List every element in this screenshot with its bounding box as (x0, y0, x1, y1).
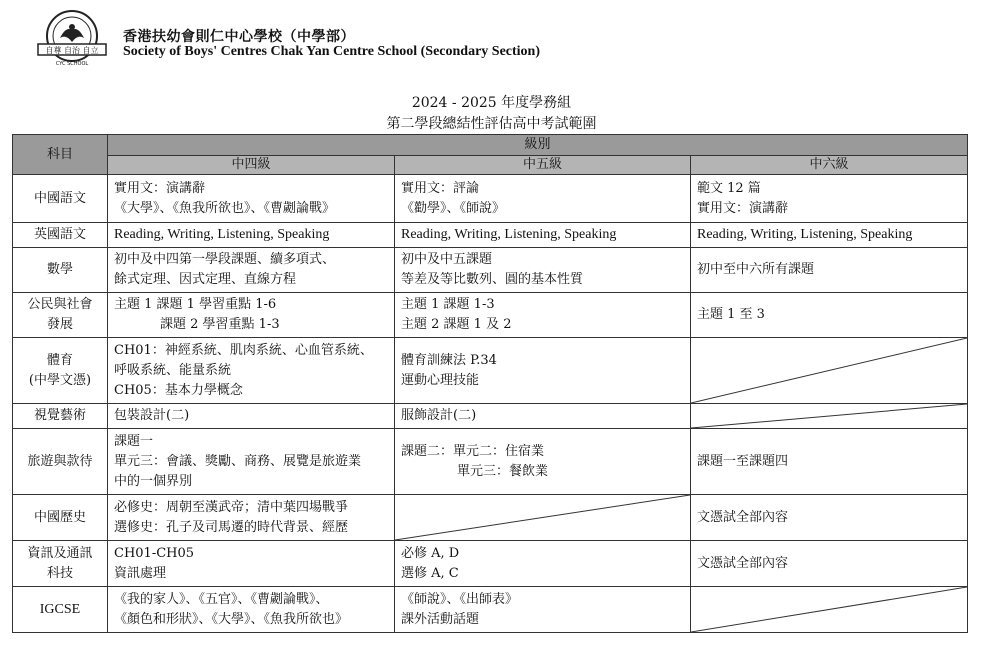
s4-cell: 初中及中四第一學段課題、續多項式、 餘式定理、因式定理、直線方程 (108, 248, 395, 293)
table-row (13, 404, 968, 429)
level-header: 級別 (108, 135, 968, 156)
logo-motto: 自尊 自治 自立 (45, 46, 99, 55)
s5-cell: 《師說》、《出師表》 課外活動話題 (395, 587, 691, 633)
s5-cell: 體育訓練法 P.34 運動心理技能 (395, 338, 691, 404)
subject-cell: 數學 (13, 248, 108, 293)
s4-cell: CH01：神經系統、肌肉系統、心血管系統、 呼吸系統、能量系統 CH05：基本力學概念 (108, 338, 395, 404)
s6-cell: 初中至中六所有課題 (691, 248, 968, 293)
s6-cell-empty (691, 587, 968, 633)
subject-cell: 資訊及通訊 科技 (13, 541, 108, 587)
s6-cell-empty (691, 404, 968, 429)
table-row (13, 338, 968, 404)
s4-cell: CH01-CH05 資訊處理 (108, 541, 395, 587)
s4-cell: 《我的家人》、《五官》、《曹劌論戰》、 《顏色和形狀》、《大學》、《魚我所欲也》 (108, 587, 395, 633)
subject-cell: 英國語文 (13, 223, 108, 248)
s5-cell: 初中及中五課題 等差及等比數列、圓的基本性質 (395, 248, 691, 293)
school-logo (32, 8, 112, 70)
doc-title-main: 第二學段總結性評估高中考試範圍 (386, 116, 597, 132)
table-row (13, 495, 968, 541)
s4-cell: 包裝設計(二) (108, 404, 395, 429)
level-s4-header: 中四級 (108, 156, 395, 175)
subject-cell: IGCSE (13, 587, 108, 633)
s6-cell-empty (691, 338, 968, 404)
exam-scope-table (12, 134, 968, 633)
subject-cell: 體育 (中學文憑) (13, 338, 108, 404)
s5-cell: 課題二：單元二：住宿業 單元三：餐飲業 (395, 429, 691, 495)
subject-header: 科目 (13, 135, 108, 175)
table-row (13, 175, 968, 223)
subject-cell: 公民與社會 發展 (13, 293, 108, 338)
subject-cell: 旅遊與款待 (13, 429, 108, 495)
diagonal-strike (691, 338, 967, 403)
s6-cell: 主題 1 至 3 (691, 293, 968, 338)
s6-cell: 文憑試全部內容 (691, 495, 968, 541)
table-row (13, 541, 968, 587)
diagonal-strike (691, 587, 967, 632)
s6-cell: 範文 12 篇 實用文：演講辭 (691, 175, 968, 223)
s6-cell: 課題一至課題四 (691, 429, 968, 495)
s4-cell: 必修史：周朝至漢武帝；清中葉四場戰爭 選修史：孔子及司馬遷的時代背景、經歷 (108, 495, 395, 541)
diagonal-strike (395, 495, 690, 540)
s4-cell: 主題 1 課題 1 學習重點 1-6 課題 2 學習重點 1-3 (108, 293, 395, 338)
doc-title-year: 2024 - 2025 年度學務組 (411, 95, 572, 111)
level-s5-header: 中五級 (395, 156, 691, 175)
s5-cell: 主題 1 課題 1-3 主題 2 課題 1 及 2 (395, 293, 691, 338)
s4-cell: Reading, Writing, Listening, Speaking (108, 223, 395, 248)
diagonal-strike (691, 404, 967, 428)
school-name-en: Society of Boys' Centres Chak Yan Centre School (Secondary Section) (123, 44, 541, 59)
s4-cell: 課題一 單元三：會議、獎勵、商務、展覽是旅遊業 中的一個界別 (108, 429, 395, 495)
s6-cell: 文憑試全部內容 (691, 541, 968, 587)
table-row (13, 587, 968, 633)
s5-cell: 必修 A, D 選修 A, C (395, 541, 691, 587)
school-name-zh: 香港扶幼會則仁中心學校（中學部） (123, 29, 355, 45)
table-row (13, 248, 968, 293)
s5-cell: Reading, Writing, Listening, Speaking (395, 223, 691, 248)
s6-cell: Reading, Writing, Listening, Speaking (691, 223, 968, 248)
level-s6-header: 中六級 (691, 156, 968, 175)
subject-cell: 視覺藝術 (13, 404, 108, 429)
table-row (13, 293, 968, 338)
logo-abbr: CYC SCHOOL (55, 61, 89, 67)
s4-cell: 實用文：演講辭 《大學》、《魚我所欲也》、《曹劌論戰》 (108, 175, 395, 223)
subject-cell: 中國語文 (13, 175, 108, 223)
subject-cell: 中國歷史 (13, 495, 108, 541)
s5-cell: 實用文：評論 《勸學》、《師說》 (395, 175, 691, 223)
s5-cell-empty (395, 495, 691, 541)
s5-cell: 服飾設計(二) (395, 404, 691, 429)
table-row (13, 429, 968, 495)
table-row (13, 223, 968, 248)
